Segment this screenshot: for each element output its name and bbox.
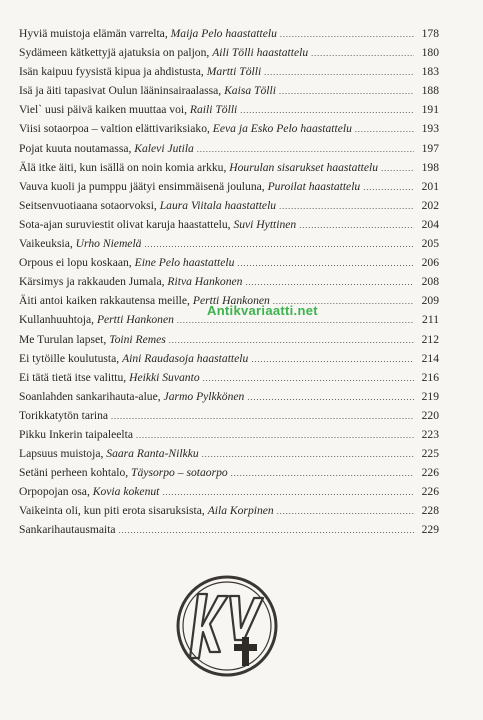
dot-leader xyxy=(197,140,414,159)
toc-entry xyxy=(19,349,439,368)
toc-entry-author: Pertti Hankonen xyxy=(192,294,270,308)
toc-entry-title: Setäni perheen kohtalo, Täysorpo – sotaorpo xyxy=(19,466,228,480)
toc-entry-page: 198 xyxy=(421,160,439,174)
toc-entry-author: Raili Tölli xyxy=(189,103,238,117)
toc-entry-title: Me Turulan lapset, Toini Remes xyxy=(19,332,166,346)
dot-leader xyxy=(136,426,414,445)
toc-entry xyxy=(19,196,439,215)
toc-entry-author: Kovia kokenut xyxy=(92,485,160,499)
toc-entry-page: 191 xyxy=(421,103,439,117)
toc-entry xyxy=(19,463,439,482)
toc-entry-title: Isä ja äiti tapasivat Oulun lääninsairaalassa, Kaisa Tölli xyxy=(19,84,276,98)
dot-leader xyxy=(280,25,414,44)
toc-entry-title: Viisi sotaorpoa – valtion elättivariksiako, Eeva ja Esko Pelo haastattelu xyxy=(19,122,352,136)
toc-entry xyxy=(19,272,439,291)
dot-leader xyxy=(231,464,414,483)
toc-entry-page: 220 xyxy=(421,408,439,422)
toc-entry-author: Pertti Hankonen xyxy=(96,313,174,327)
toc-entry-title: Pojat kuuta noutamassa, Kalevi Jutila xyxy=(19,141,194,155)
dot-leader xyxy=(279,82,414,101)
toc-entry-page: 223 xyxy=(421,427,439,441)
toc-entry-title: Pikku Inkerin taipaleelta xyxy=(19,427,133,441)
toc-entry xyxy=(19,43,439,62)
toc-entry-author: Kaisa Tölli xyxy=(224,84,276,98)
toc-entry-page: 183 xyxy=(421,65,439,79)
toc-entry-author: Maija Pelo haastattelu xyxy=(170,27,277,40)
toc-entry-author: Täysorpo – sotaorpo xyxy=(131,466,228,480)
toc-entry-page: 180 xyxy=(421,46,439,60)
toc-entry xyxy=(19,387,439,406)
dot-leader xyxy=(245,273,414,292)
toc-entry-title: Äiti antoi kaiken rakkautensa meille, Pertti Hankonen xyxy=(19,294,270,308)
toc-entry xyxy=(19,177,439,196)
toc-entry xyxy=(19,330,439,349)
toc-entry-author: Aili Tölli haastattelu xyxy=(212,46,309,60)
toc-entry-author: Suvi Hyttinen xyxy=(233,217,297,231)
toc-entry xyxy=(19,139,439,158)
dot-leader xyxy=(240,101,414,120)
toc-entry-author: Toini Remes xyxy=(109,332,166,346)
toc-entry xyxy=(19,406,439,425)
toc-entry-page: 204 xyxy=(421,217,439,231)
dot-leader xyxy=(247,388,414,407)
toc-entry-page: 201 xyxy=(421,179,439,193)
toc-entry-author: Laura Viitala haastattelu xyxy=(159,198,277,212)
toc-entry xyxy=(19,24,439,43)
dot-leader xyxy=(381,159,414,178)
toc-entry-title: Sankarihautausmaita xyxy=(19,523,116,537)
toc-entry-page: 214 xyxy=(421,351,439,365)
toc-entry-author: Heikki Suvanto xyxy=(129,370,200,384)
toc-entry xyxy=(19,520,439,539)
toc-entry-title: Sota-ajan suruviestit olivat karuja haastattelu, Suvi Hyttinen xyxy=(19,217,297,231)
toc-entry xyxy=(19,253,439,272)
dot-leader xyxy=(169,331,414,350)
dot-leader xyxy=(111,407,414,426)
toc-entry-title: Isän kaipuu fyysistä kipua ja ahdistusta, Martti Tölli xyxy=(19,65,262,79)
toc-entry-title: Viel` uusi päivä kaiken muuttaa voi, Raili Tölli xyxy=(19,103,238,117)
dot-leader xyxy=(299,216,414,235)
toc-entry xyxy=(19,425,439,444)
toc-entry-title: Vaikeinta oli, kun piti erota sisaruksista, Aila Korpinen xyxy=(19,504,274,518)
toc-entry-title: Kärsimys ja rakkauden Jumala, Ritva Hankonen xyxy=(19,275,243,289)
toc-entry-title: Ei tytöille koulutusta, Aini Raudasoja haastattelu xyxy=(19,351,249,365)
toc-entry-author: Eeva ja Esko Pelo haastattelu xyxy=(212,122,352,136)
toc-entry-title: Seitsenvuotiaana sotaorvoksi, Laura Viitala haastattelu xyxy=(19,198,277,212)
toc-entry-title: Ei tätä tietä itse valittu, Heikki Suvanto xyxy=(19,370,200,384)
kv-cross-emblem-icon xyxy=(174,574,280,678)
toc-entry-page: 208 xyxy=(421,275,439,289)
dot-leader xyxy=(279,197,414,216)
table-of-contents xyxy=(19,24,439,540)
toc-entry-author: Eine Pelo haastattelu xyxy=(134,256,235,270)
toc-entry-author: Urho Niemelä xyxy=(75,237,142,251)
dot-leader xyxy=(363,178,414,197)
dot-leader xyxy=(162,483,414,502)
dot-leader xyxy=(119,521,414,540)
toc-entry-author: Martti Tölli xyxy=(206,65,262,79)
toc-entry-page: 226 xyxy=(421,466,439,480)
toc-entry-page: 226 xyxy=(421,485,439,499)
toc-entry-title: Sydämeen kätkettyjä ajatuksia on paljon, Aili Tölli haastattelu xyxy=(19,46,309,60)
toc-entry xyxy=(19,62,439,81)
toc-entry-title: Lapsuus muistoja, Saara Ranta-Nilkku xyxy=(19,447,199,461)
dot-leader xyxy=(264,63,414,82)
toc-entry-title: Älä itke äiti, kun isällä on noin komia arkku, Hourulan sisarukset haastattelu xyxy=(19,160,379,174)
dot-leader xyxy=(237,254,414,273)
toc-entry-author: Hourulan sisarukset haastattelu xyxy=(229,160,379,174)
toc-entry-page: 206 xyxy=(421,256,439,270)
toc-entry-page: 202 xyxy=(421,198,439,212)
toc-entry-page: 219 xyxy=(421,389,439,403)
toc-entry-author: Kalevi Jutila xyxy=(134,141,194,155)
toc-entry-author: Aila Korpinen xyxy=(207,504,274,518)
toc-entry xyxy=(19,158,439,177)
toc-entry-page: 212 xyxy=(421,332,439,346)
toc-entry xyxy=(19,482,439,501)
dot-leader xyxy=(203,369,414,388)
toc-entry xyxy=(19,100,439,119)
toc-entry xyxy=(19,119,439,138)
toc-entry-page: 197 xyxy=(421,141,439,155)
toc-entry-author: Aini Raudasoja haastattelu xyxy=(122,351,249,365)
toc-entry xyxy=(19,368,439,387)
toc-entry-page: 193 xyxy=(421,122,439,136)
toc-entry-page: 188 xyxy=(421,84,439,98)
toc-entry xyxy=(19,234,439,253)
toc-entry-author: Ritva Hankonen xyxy=(167,275,243,289)
toc-entry-author: Saara Ranta-Nilkku xyxy=(106,447,199,461)
toc-entry-title: Torikkatytön tarina xyxy=(19,408,109,422)
toc-entry-page: 178 xyxy=(421,27,439,40)
toc-entry-title: Vauva kuoli ja pumppu jäätyi ensimmäisenä jouluna, Puroilat haastattelu xyxy=(19,179,361,193)
toc-entry-page: 229 xyxy=(421,523,439,537)
toc-entry-page: 205 xyxy=(421,237,439,251)
toc-entry-page: 228 xyxy=(421,504,439,518)
dot-leader xyxy=(202,445,414,464)
toc-entry-title: Hyviä muistoja elämän varrelta, Maija Pelo haastattelu xyxy=(19,27,277,40)
dot-leader xyxy=(277,502,414,521)
toc-entry-title: Vaikeuksia, Urho Niemelä xyxy=(19,237,142,251)
toc-entry xyxy=(19,81,439,100)
toc-entry xyxy=(19,215,439,234)
toc-entry-author: Puroilat haastattelu xyxy=(267,179,361,193)
toc-entry-title: Orpous ei lopu koskaan, Eine Pelo haastattelu xyxy=(19,256,235,270)
toc-entry-author: Jarmo Pylkkönen xyxy=(163,389,245,403)
dot-leader xyxy=(251,350,414,369)
toc-entry-title: Orpopojan osa, Kovia kokenut xyxy=(19,485,160,499)
toc-entry xyxy=(19,444,439,463)
dot-leader xyxy=(311,44,414,63)
toc-entry-page: 225 xyxy=(421,447,439,461)
toc-entry-page: 216 xyxy=(421,370,439,384)
dot-leader xyxy=(144,235,414,254)
toc-entry-page: 211 xyxy=(422,313,439,327)
toc-entry xyxy=(19,501,439,520)
toc-entry-page: 209 xyxy=(421,294,439,308)
toc-entry-title: Soanlahden sankarihauta-alue, Jarmo Pylkkönen xyxy=(19,389,245,403)
toc-entry-title: Kullanhuuhtoja, Pertti Hankonen xyxy=(19,313,174,327)
dot-leader xyxy=(355,120,414,139)
watermark-text: Antikvariaatti.net xyxy=(207,303,318,318)
